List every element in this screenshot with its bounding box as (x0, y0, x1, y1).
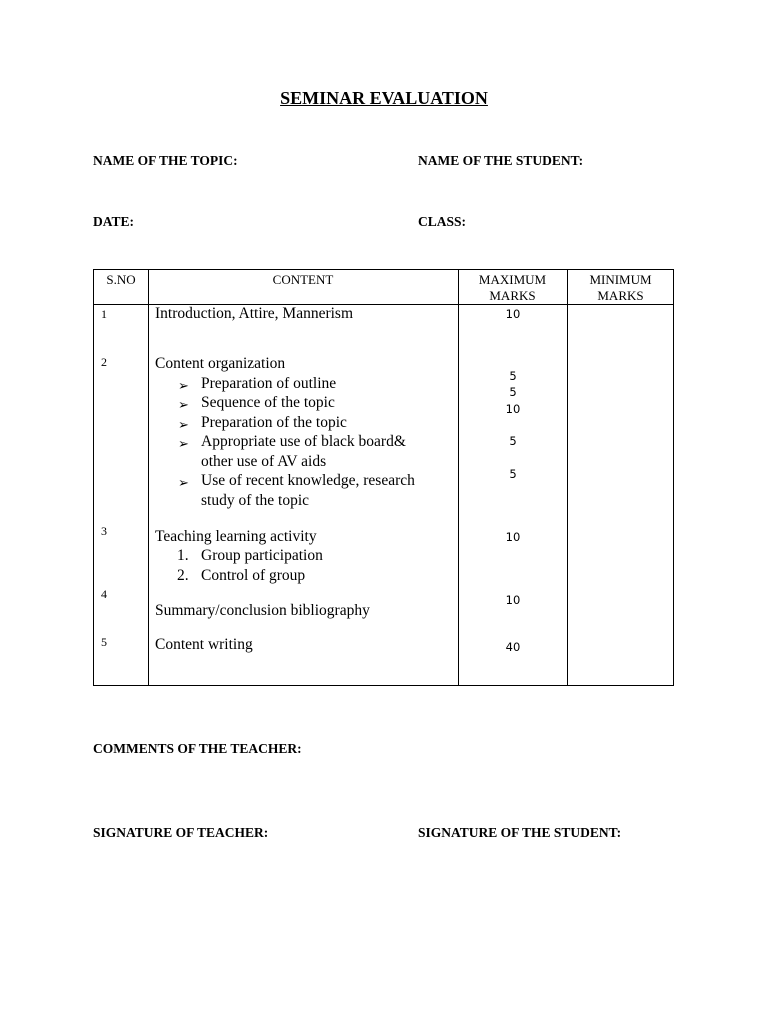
bullet-arrow-icon: ➢ (178, 397, 189, 412)
date-label: DATE: (93, 214, 135, 229)
subitem-outline-marks: 5 (509, 369, 517, 383)
page-title: SEMINAR EVALUATION (280, 88, 488, 108)
subitem-group-participation: Group participation (201, 547, 323, 564)
row-4-sno: 4 (101, 587, 107, 601)
subitem-preparation: Preparation of the topic (201, 414, 347, 431)
subitem-outline: Preparation of outline (201, 375, 337, 392)
bullet-arrow-icon: ➢ (178, 436, 189, 451)
evaluation-table (93, 269, 674, 686)
subitem-research-line1: Use of recent knowledge, research (201, 472, 415, 489)
bullet-arrow-icon: ➢ (178, 378, 189, 393)
row-1-sno: 1 (101, 307, 107, 321)
column-divider (458, 270, 459, 685)
header-maximum-marks (458, 272, 567, 304)
subitem-blackboard-marks: 5 (509, 434, 517, 448)
student-signature-label: SIGNATURE OF THE STUDENT: (418, 825, 622, 840)
subitem-number: 2. (177, 567, 189, 584)
header-max-line2: MARKS (489, 288, 536, 303)
row-4-max-marks: 10 (505, 593, 521, 607)
row-2-content: Content organization (155, 355, 286, 372)
subitem-sequence: Sequence of the topic (201, 394, 335, 411)
topic-label: NAME OF THE TOPIC: (93, 153, 238, 168)
subitem-research-line2: study of the topic (201, 492, 310, 509)
header-min-line2: MARKS (597, 288, 644, 303)
row-3-sno: 3 (101, 524, 107, 538)
subitem-research-marks: 5 (509, 467, 517, 481)
row-4-content: Summary/conclusion bibliography (155, 602, 370, 619)
row-1-content: Introduction, Attire, Mannerism (155, 305, 354, 322)
subitem-blackboard-line2: other use of AV aids (201, 453, 327, 470)
bullet-arrow-icon: ➢ (178, 475, 189, 490)
teacher-signature-label: SIGNATURE OF TEACHER: (93, 825, 269, 840)
header-sno: S.NO (106, 272, 136, 287)
header-max-line1: MAXIMUM (478, 272, 547, 287)
header-minimum-marks (567, 272, 674, 304)
header-min-line1: MINIMUM (589, 272, 652, 287)
row-5-content: Content writing (155, 636, 253, 653)
student-name-label: NAME OF THE STUDENT: (418, 153, 584, 168)
row-5-max-marks: 40 (505, 640, 521, 654)
header-content: CONTENT (272, 272, 334, 287)
subitem-number: 1. (177, 547, 189, 564)
row-3-max-marks: 10 (505, 530, 521, 544)
column-divider (148, 270, 149, 685)
subitem-control-of-group: Control of group (201, 567, 306, 584)
comments-label: COMMENTS OF THE TEACHER: (93, 741, 302, 756)
subitem-preparation-marks: 10 (505, 402, 521, 416)
bullet-arrow-icon: ➢ (178, 417, 189, 432)
row-3-content: Teaching learning activity (155, 528, 317, 545)
column-divider (567, 270, 568, 685)
row-5-sno: 5 (101, 635, 107, 649)
subitem-sequence-marks: 5 (509, 385, 517, 399)
subitem-blackboard-line1: Appropriate use of black board& (201, 433, 406, 450)
class-label: CLASS: (418, 214, 467, 229)
row-2-sno: 2 (101, 355, 107, 369)
row-1-max-marks: 10 (505, 307, 521, 321)
